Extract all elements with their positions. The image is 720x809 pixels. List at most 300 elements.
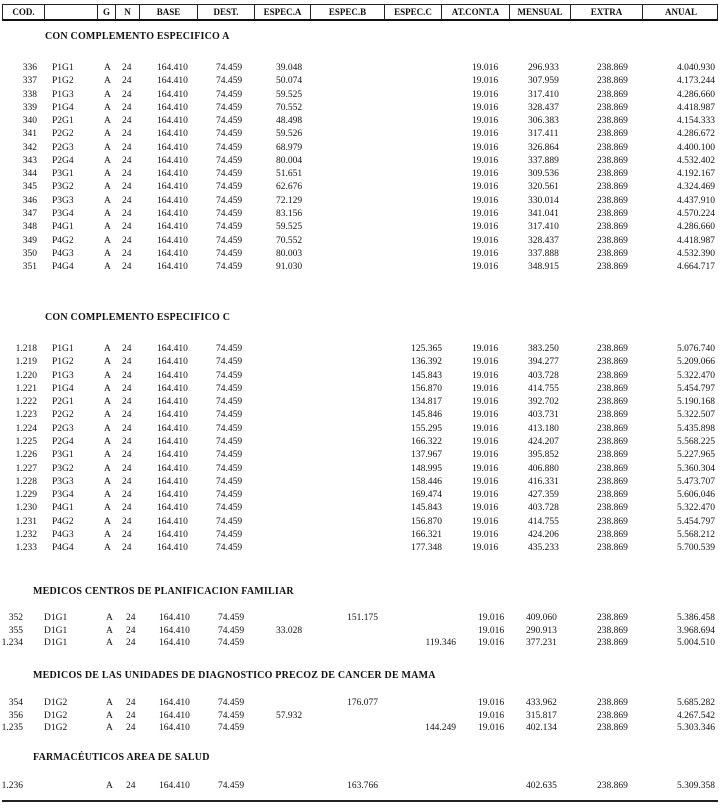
cell-anual: 4.437.910 [677,196,715,206]
cell-dest: 74.459 [218,626,245,636]
cell-dest: 74.459 [216,477,243,487]
cell-mensual: 402.134 [526,723,557,733]
cell-mensual: 414.755 [528,517,559,527]
cell-espec-a: 50.074 [276,76,303,86]
cell-code: P1G4 [52,384,74,394]
cell-mensual: 395.852 [528,450,559,460]
cell-cod: 350 [22,249,37,259]
cell-anual: 5.454.797 [677,517,715,527]
cell-g: A [104,530,111,540]
cell-anual: 5.568.212 [677,530,715,540]
cell-espec-a: 70.552 [276,103,303,113]
cell-espec-b [328,89,378,101]
cell-espec-c [392,221,442,233]
cell-cod: 1.229 [15,490,37,500]
cell-n: 24 [122,262,132,272]
cell-espec-b [328,529,378,541]
cell-cod: 352 [8,613,23,623]
cell-espec-b [328,102,378,114]
cell-cod: 1.232 [15,530,37,540]
cell-espec-b [328,542,378,554]
cell-code: D1G1 [44,613,68,623]
cell-dest: 74.459 [218,711,245,721]
cell-at-cont-a: 19.016 [478,698,505,708]
cell-extra: 238.869 [597,530,628,540]
cell-dest: 74.459 [216,249,243,259]
cell-extra: 238.869 [597,543,628,553]
cell-code: P2G2 [52,129,74,139]
cell-espec-a: 68.979 [276,143,303,153]
cell-espec-b: 163.766 [347,781,378,791]
cell-g: A [104,357,111,367]
cell-n: 24 [122,169,132,179]
cell-mensual: 328.437 [528,236,559,246]
cell-extra: 238.869 [597,249,628,259]
cell-at-cont-a: 19.016 [472,182,499,192]
cell-mensual: 394.277 [528,357,559,367]
cell-espec-c [392,261,442,273]
cell-espec-c: 166.321 [411,530,442,540]
cell-extra: 238.869 [597,503,628,513]
cell-espec-a: 59.525 [276,222,303,232]
cell-g: A [104,543,111,553]
cell-base: 164.410 [157,222,188,232]
cell-dest: 74.459 [218,781,245,791]
cell-espec-c [392,102,442,114]
cell-extra: 238.869 [597,437,628,447]
cell-espec-b [328,115,378,127]
cell-espec-a: 57.932 [276,711,303,721]
cell-code: P4G3 [52,530,74,540]
cell-n: 24 [122,103,132,113]
cell-dest: 74.459 [216,90,243,100]
cell-at-cont-a: 19.016 [472,384,499,394]
cell-espec-c [392,208,442,220]
cell-cod: 1.235 [1,723,23,733]
cell-mensual: 320.561 [528,182,559,192]
cell-mensual: 414.755 [528,384,559,394]
cell-espec-c: 155.295 [411,424,442,434]
cell-code: P1G1 [52,63,74,73]
cell-extra: 238.869 [597,143,628,153]
cell-extra: 238.869 [597,450,628,460]
cell-n: 24 [126,698,136,708]
cell-extra: 238.869 [597,222,628,232]
cell-g: A [104,503,111,513]
cell-n: 24 [122,503,132,513]
cell-base: 164.410 [157,182,188,192]
cell-espec-c [392,181,442,193]
cell-espec-c: 137.967 [411,450,442,460]
cell-espec-a: 51.651 [276,169,303,179]
cell-espec-c: 119.346 [425,638,456,648]
cell-mensual: 433.962 [526,698,557,708]
cell-at-cont-a: 19.016 [472,63,499,73]
cell-at-cont-a: 19.016 [472,196,499,206]
cell-n: 24 [122,196,132,206]
cell-cod: 1.224 [15,424,37,434]
cell-base: 164.410 [157,437,188,447]
cell-dest: 74.459 [216,371,243,381]
cell-mensual: 348.915 [528,262,559,272]
cell-code: P3G3 [52,477,74,487]
cell-g: A [104,103,111,113]
cell-dest: 74.459 [216,344,243,354]
cell-dest: 74.459 [216,63,243,73]
cell-code: P3G3 [52,196,74,206]
cell-code [44,780,84,792]
cell-espec-b [328,625,378,637]
cell-g: A [106,613,113,623]
cell-base: 164.410 [157,410,188,420]
cell-dest: 74.459 [216,450,243,460]
cell-mensual: 427.359 [528,490,559,500]
cell-dest: 74.459 [216,490,243,500]
cell-n: 24 [122,450,132,460]
cell-n: 24 [122,384,132,394]
cell-dest: 74.459 [216,410,243,420]
cell-espec-b [328,370,378,382]
cell-espec-a [276,463,326,475]
cell-g: A [104,410,111,420]
cell-mensual: 307.959 [528,76,559,86]
cell-mensual: 296.933 [528,63,559,73]
cell-n: 24 [122,129,132,139]
cell-anual: 4.154.333 [677,116,715,126]
header-cod: COD. [3,5,45,20]
cell-dest: 74.459 [216,103,243,113]
cell-anual: 4.286.660 [677,90,715,100]
header-espec-a: ESPEC.A [255,5,311,20]
cell-dest: 74.459 [216,262,243,272]
cell-base: 164.410 [157,464,188,474]
cell-g: A [104,477,111,487]
cell-espec-a [276,637,326,649]
header-anual: ANUAL [664,7,697,17]
cell-cod: 342 [22,143,37,153]
cell-espec-c [392,128,442,140]
cell-espec-a: 72.129 [276,196,303,206]
cell-espec-c: 136.392 [411,357,442,367]
cell-cod: 349 [22,236,37,246]
cell-espec-b [328,142,378,154]
cell-espec-a: 39.048 [276,63,303,73]
cell-cod: 1.226 [15,450,37,460]
cell-espec-b [328,449,378,461]
cell-anual: 5.386.458 [677,613,715,623]
cell-mensual: 317.410 [528,222,559,232]
cell-mensual: 409.060 [526,613,557,623]
cell-code: P4G1 [52,222,74,232]
cell-extra: 238.869 [597,781,628,791]
cell-g: A [104,371,111,381]
cell-cod: 1.228 [15,477,37,487]
cell-espec-c [392,155,442,167]
cell-espec-a [276,423,326,435]
section-title: MEDICOS DE LAS UNIDADES DE DIAGNOSTICO PRECOZ DE CANCER DE MAMA [33,670,436,681]
cell-cod: 336 [22,63,37,73]
cell-code: P4G3 [52,249,74,259]
cell-at-cont-a: 19.016 [472,503,499,513]
cell-espec-a: 91.030 [276,262,303,272]
cell-mensual: 326.864 [528,143,559,153]
cell-n: 24 [126,711,136,721]
cell-n: 24 [122,236,132,246]
cell-base: 164.410 [157,196,188,206]
cell-at-cont-a: 19.016 [478,626,505,636]
cell-espec-b [328,221,378,233]
cell-base: 164.410 [157,344,188,354]
cell-espec-b: 151.175 [347,613,378,623]
cell-code: P2G3 [52,143,74,153]
header-espec-b: ESPEC.B [311,5,385,20]
cell-mensual: 403.728 [528,503,559,513]
cell-dest: 74.459 [216,397,243,407]
cell-espec-b [328,261,378,273]
cell-at-cont-a: 19.016 [472,76,499,86]
cell-cod: 1.220 [15,371,37,381]
cell-cod: 340 [22,116,37,126]
cell-code: P3G1 [52,450,74,460]
cell-base: 164.410 [159,781,190,791]
cell-at-cont-a: 19.016 [478,638,505,648]
cell-anual: 4.664.717 [677,262,715,272]
cell-code: P2G1 [52,397,74,407]
cell-n: 24 [122,90,132,100]
cell-espec-c [392,195,442,207]
cell-g: A [104,517,111,527]
cell-code: P1G2 [52,357,74,367]
cell-at-cont-a: 19.016 [472,477,499,487]
cell-dest: 74.459 [216,222,243,232]
cell-anual: 5.568.225 [677,437,715,447]
cell-cod: 339 [22,103,37,113]
cell-anual: 5.303.346 [677,723,715,733]
cell-base: 164.410 [157,517,188,527]
cell-base: 164.410 [157,262,188,272]
cell-espec-c [392,89,442,101]
cell-dest: 74.459 [216,129,243,139]
cell-g: A [104,344,111,354]
cell-anual: 4.570.224 [677,209,715,219]
cell-espec-a [276,542,326,554]
header-n: N [116,5,140,20]
cell-espec-b [328,436,378,448]
cell-code: P2G1 [52,116,74,126]
cell-n: 24 [126,626,136,636]
cell-mensual: 341.041 [528,209,559,219]
cell-n: 24 [122,410,132,420]
cell-n: 24 [122,490,132,500]
cell-base: 164.410 [157,503,188,513]
cell-espec-b [328,637,378,649]
cell-mensual: 337.888 [528,249,559,259]
cell-anual: 5.322.507 [677,410,715,420]
cell-anual: 4.418.987 [677,236,715,246]
cell-g: A [104,262,111,272]
cell-espec-b [328,195,378,207]
section-title: FARMACÉUTICOS AREA DE SALUD [33,752,210,763]
header-code-blank [45,5,98,20]
cell-espec-b [328,356,378,368]
cell-extra: 238.869 [597,103,628,113]
cell-espec-b [328,168,378,180]
cell-extra: 238.869 [597,209,628,219]
cell-code: P4G1 [52,503,74,513]
cell-extra: 238.869 [597,477,628,487]
cell-base: 164.410 [159,626,190,636]
cell-mensual: 392.702 [528,397,559,407]
cell-mensual: 328.437 [528,103,559,113]
section-title: MEDICOS CENTROS DE PLANIFICACION FAMILIAR [33,586,294,597]
cell-g: A [104,116,111,126]
cell-espec-a [276,383,326,395]
cell-dest: 74.459 [216,182,243,192]
cell-at-cont-a: 19.016 [472,490,499,500]
cell-extra: 238.869 [597,698,628,708]
cell-dest: 74.459 [216,169,243,179]
cell-anual: 4.418.987 [677,103,715,113]
cell-g: A [106,698,113,708]
cell-n: 24 [122,397,132,407]
section-title: CON COMPLEMENTO ESPECIFICO A [45,31,230,42]
cell-extra: 238.869 [597,371,628,381]
cell-base: 164.410 [159,723,190,733]
cell-base: 164.410 [159,711,190,721]
cell-n: 24 [126,781,136,791]
header-dest: DEST. [198,5,255,20]
cell-code: D1G2 [44,723,68,733]
cell-cod: 341 [22,129,37,139]
cell-anual: 5.322.470 [677,371,715,381]
cell-espec-a [276,502,326,514]
cell-base: 164.410 [157,209,188,219]
cell-cod: 347 [22,209,37,219]
cell-espec-a [276,343,326,355]
cell-g: A [106,723,113,733]
cell-espec-b [328,489,378,501]
cell-at-cont-a: 19.016 [472,103,499,113]
cell-at-cont-a: 19.016 [472,517,499,527]
cell-espec-b [328,722,378,734]
cell-dest: 74.459 [218,638,245,648]
cell-espec-c: 148.995 [411,464,442,474]
cell-n: 24 [122,143,132,153]
cell-dest: 74.459 [218,698,245,708]
header-mensual: MENSUAL [510,5,571,20]
cell-espec-c: 145.843 [411,503,442,513]
cell-base: 164.410 [157,490,188,500]
cell-g: A [104,222,111,232]
cell-at-cont-a: 19.016 [472,530,499,540]
cell-espec-a: 59.526 [276,129,303,139]
cell-espec-b [328,516,378,528]
cell-base: 164.410 [157,371,188,381]
cell-espec-c [406,612,456,624]
cell-cod: 1.234 [1,638,23,648]
cell-espec-a: 70.552 [276,236,303,246]
cell-dest: 74.459 [218,613,245,623]
cell-extra: 238.869 [597,196,628,206]
cell-at-cont-a: 19.016 [472,222,499,232]
cell-base: 164.410 [157,103,188,113]
cell-extra: 238.869 [597,410,628,420]
cell-extra: 238.869 [597,723,628,733]
cell-cod: 337 [22,76,37,86]
cell-g: A [106,638,113,648]
cell-espec-b [328,396,378,408]
cell-code: P4G2 [52,236,74,246]
cell-base: 164.410 [157,63,188,73]
cell-cod: 1.219 [15,357,37,367]
cell-mensual: 383.250 [528,344,559,354]
bottom-rule [2,800,718,802]
cell-extra: 238.869 [597,490,628,500]
cell-n: 24 [122,543,132,553]
cell-g: A [104,490,111,500]
cell-code: P3G1 [52,169,74,179]
cell-at-cont-a: 19.016 [472,464,499,474]
cell-extra: 238.869 [597,262,628,272]
cell-espec-c: 144.249 [425,723,456,733]
cell-cod: 348 [22,222,37,232]
section-title: CON COMPLEMENTO ESPECIFICO C [45,312,231,323]
cell-mensual: 290.913 [526,626,557,636]
cell-g: A [104,63,111,73]
cell-code: P1G3 [52,371,74,381]
cell-espec-b [328,128,378,140]
cell-g: A [104,182,111,192]
cell-espec-b [328,710,378,722]
cell-g: A [104,450,111,460]
cell-dest: 74.459 [216,503,243,513]
cell-base: 164.410 [157,384,188,394]
cell-espec-a [276,489,326,501]
cell-espec-b [328,208,378,220]
cell-anual: 4.267.542 [677,711,715,721]
cell-espec-a: 48.498 [276,116,303,126]
cell-g: A [104,464,111,474]
cell-at-cont-a: 19.016 [472,156,499,166]
cell-extra: 238.869 [597,384,628,394]
cell-g: A [106,626,113,636]
cell-espec-a [276,436,326,448]
cell-g: A [104,437,111,447]
cell-dest: 74.459 [216,437,243,447]
cell-code: P3G2 [52,464,74,474]
header-at-cont-a: AT.CONT.A [442,5,510,20]
cell-mensual: 377.231 [526,638,557,648]
cell-at-cont-a: 19.016 [472,169,499,179]
cell-anual: 5.700.539 [677,543,715,553]
cell-n: 24 [122,76,132,86]
cell-mensual: 317.411 [528,129,559,139]
cell-mensual: 413.180 [528,424,559,434]
cell-anual: 5.360.304 [677,464,715,474]
cell-extra: 238.869 [597,424,628,434]
cell-extra: 238.869 [597,76,628,86]
cell-mensual: 403.731 [528,410,559,420]
cell-cod: 1.227 [15,464,37,474]
cell-dest: 74.459 [216,156,243,166]
cell-g: A [106,781,113,791]
cell-extra: 238.869 [597,613,628,623]
cell-mensual: 337.889 [528,156,559,166]
cell-espec-a [276,476,326,488]
cell-espec-c: 169.474 [411,490,442,500]
cell-anual: 3.968.694 [677,626,715,636]
cell-at-cont-a: 19.016 [472,450,499,460]
